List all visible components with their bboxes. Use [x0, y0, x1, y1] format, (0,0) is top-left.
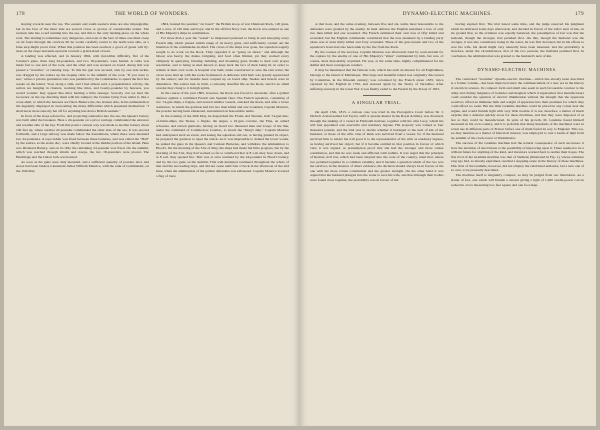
paragraph: sloping towards near the top. The eastern and south-western sides are also impregnable, but in the face of the latter side are several caves or grottos of considerable extent. The western side has a reef running into the sea, and this is the only landing-place on the whole rock. The landing is sometimes very dangerous, and even at the best of times one must creep on all fours through the crevices till he works carefully round to the north-west side, as a false step might prove fatal. When this position has been reached, a grove of green will lly-trees on the slope descends upwards towards a grand-sized cavern. — [16, 22, 149, 54]
section-title-dynamo-electric: DYNAMO-ELECTRIC MACHINES. — [477, 67, 558, 73]
section-title-singular-trial: A SINGULAR TRIAL. — [351, 100, 402, 106]
paragraph: In front of the slope referred to, and projecting somewhat into the sea, the Queen's battery was built amid the breakers. Here a 24-pounder on a pivot carriage commanded the entrance and weather side of the bay. From this point a cannon way was made to another battery about 140 feet up, where another 24-pounder commanded the other side of the sea. It was erected forthwith, and a large railway was made below the foundations, where there were mounted two 24-pounders. A rope ladder was fixed between these batteries, and was called the "Hall" by the sailors, as the stairs, &c., were chiefly located at the middle portion of the island. Here was Diamond Battery, and on its tible the remaining 24-pounder was fixed. On the summit, which was reached through shrubs and creeps, the two 18-pounders were placed. The Hermitage and the Union Jack was hoisted. — [16, 113, 149, 159]
left-running-title: THE WORLD OF WONDERS. — [114, 11, 190, 17]
section-divider — [363, 95, 391, 96]
left-page — [4, 4, 300, 426]
paragraph: 1804, hoisted his pendant "on board" the British sloop of war Diamond Rock, 120 guns, and a crew of 120 men and boys; and in the official Navy List, the Rock was entered as one of His Majesty's ships in commission. — [156, 22, 289, 36]
right-page-number: 179 — [575, 11, 584, 17]
paragraph: A landing was effected, and in January 1804, with incredible difficulty, five of the Centaur's guns, three long 24-pounders, and two 18-pounders, were hauled. A cable was made fast to one end of the rock, and the other end was secured on board. Along this was passed a "traveller," or running loop. To this the gun was secured, and, by one side tackle, was dragged by the sailors up the sloping cable to the summit of the rock. "If you were to see," writes a private gentleman who was permitted by the Commander to spend the first few weeks on the island, "how along a slim, and I had almost said, a perpendicular activity, the sailors are hanging in clusters, working like mice, and twenty-pounder by hawsers, you would wonder: they appear like mice hauling a little sausage. Scarcely can we hear the Governor on the top directing them with his trumpet; the Centaur lying close under it, like a cross-shell, to which the hawsers are fixed. Believe me, the sixteen able, in his enthusiasm at the ingenuity displayed in overcoming the many difficulties which presented themselves: "I shall never more take my hat off for anything less than a British seaman." — [16, 54, 149, 113]
book-spread — [4, 4, 596, 426]
paragraph: It may be mentioned that the famous rock, which has such an interest for all Englishmen, belongs to the island of Martinique. This large and beautiful island was originally discovered by Columbus, in the fifteenth century; was colonized by the French about 1635; twice captured by the English in 1762, and restored again by the Treaty of Versailles. After suffering severely in the Great War it was finally ceded to the French by the Treaty of 1815. — [310, 68, 444, 91]
right-page — [300, 4, 596, 426]
right-column-2 — [451, 22, 585, 426]
paragraph: The celebrated "Gramme" dynamo-electric machine—which has already been described in a former volume—has been improved since the commencement of a new era in the history of electrical science. Its compact form and small size seem in such favourable contrast to the bulky and clumsy magnetos of batteries and magnets which it superseded, that manufacturers could consider the question of electric illumination without the thought that the apparatus would no afford an immense bulk and weight of apparatus into their premises for which they could afford no room. But the little Gramme machine could be placed in any corner near the engine, and would furnish light with very little trouble. It is not, therefore, a matter of much surprise that a demand quickly arose for these machines, and that they were disposed of as fast as they could be manufactured. In spite of his growth, M. Gramme found himself interested in his own country, and it is probable that many hundreds of his machines were in actual use in different parts of France before one of them found its way to England. This too, we may mention as a matter of historical interest, was employed to cast a beam of light from the summit of the clock-tower at Westminster. — [450, 76, 584, 141]
section-divider — [503, 62, 531, 63]
left-column-1 — [16, 22, 149, 426]
left-running-head — [16, 11, 289, 17]
right-column-1 — [310, 22, 444, 426]
paragraph: at that hour, and the same evening, between five and six, terms most honourable to the defenders were granted by the enemy. In their defence the English sustained a loss of only two men killed and one wounded. The French estimated their own loss at fifty killed and wounded; but the English commander considered that the loss sustained by a landing party alone was at least thirty killed and forty wounded. Three of the gun-vessels and two of the squadron's boats had also been sunk by the fire from the Rock. — [310, 22, 444, 49]
paragraph: For more than a year the "vessel" so impressed persisted to bring in and annoying every French ship which passed within range of its heavy guns, and sufficiently carried out the intention of the commander-in-chief. The crews of the ships now gone, the squadron eagerly sought to do work on the Rock. They regarded it as "going on shore;" and although the labour was heavy, the duties, fatiguing, and food often limited, yet they worked every obliquely in quarrying, blasting, building, and mounting guns, thanks to their own proper resolution, and to being as men known to keep back the fact of their being ill, in order to remain at their own work. A hospital was built, tanks constructed to save the rain water, the caves were shut up with the rocks' homestead. A delicious wild herb was greatly appreciated by the sailors; and for months been coupled up on board ship. Snakes and lizards were in abundance. The sailors had, in truth, a curiously dreadful life on the Rock, and it's no small wonder they clung to it in high spirits. — [156, 36, 289, 91]
right-running-title: DYNAMO-ELECTRIC MACHINES. — [402, 11, 493, 17]
paragraph: On April 15th, 1815, a curious case was tried in the Prerogative Court before Sir J. Nicholl. A man named Job Taylor, staff or quarter-master in the Royal Artillery, was drowned, through the sinking of a vessel in Falmouth harbour, together with his wife Lucy, whom his will had appointed sole executrix and residuary legatee. His property was valued at four thousand pounds, and the trial was to decide whether it belonged to the next of kin of the husband, or those of the wife. One of them was survived from a vessel, for if the husband survived him to render his will good it to the representative of the wife as residuary legatee, as having survived her object; but if it became entitled in that position in favour of which view it was argued, as presumption proof that she had the stronger and more robust constitution, and that he was weak and afflicted with asthma. It was urged that the principle of Roman civil law, which had been adopted into the code of the country, ruled that, where two perished together in a common calamity, and it became a question which of the two was the survivor, in the absence of direct evidence, the decision should always be in favour of the one with the more robust constitution and the greater strength. On the other hand it was argued that the husband plunged into the water to save his wife, and that although their bodies were found close together, the probability was in favour of her — [310, 109, 444, 182]
paragraph: In the course of the year 1805, however, the Rock was forced to surrender, after a gallant defence against a combined French and Spanish fleet. The French squadron, consisting of two 74-gun ships, a frigate, and several smaller vessels, attacked the Rock, and after a brave resistance, in which the garrison had but two men killed and one wounded, Captain Maurice, the powder having been exhausted, surrendered on honourable terms. — [156, 91, 289, 114]
paragraph: having expired first. The trial lasted some time, and the judge reserved his judgment which he delivered some days afterwards, and decided in favour of the wife's next of kin, on the ground that, as the evidence was equally balanced, the presumption of law was that the husband, though the stronger, had perished first. On this, though the husband was the stronger, it was also considered, being in the water, he was first drowned, but in his efforts to save his wife, his death might very naturally have been hastened, and the probability is therefore, under the circumstances, that of the two persons, the husband perished first. In conclusion, the administration was granted to the husband's next of kin. — [450, 22, 584, 58]
paragraph: As soon as the guns were duly mounted, and a sufficient quantity of powder, shot, and stores had been landed, Lieutenant James William Maurice, with the rank of Commander, on the 19th May — [16, 159, 149, 173]
paragraph: In the evening of the 29th May, he despatched the Fraize and Sirenak, both 74-gun line-of-battle-ships, the Sirene, a frigate, the Argus, a 16-gun corvette, the Fine, an armed schooner, and eleven gunboats, having on board two thousand men and troops of the line, under the command of Commodore Cosmao, to attack the "King's ship." Captain Maurice had anticipated such an event, and seeing the squadron sail out, at having gunned its object, he prepared the garrison to repel the attack. As it was impossible to defend the lower works, he spiked the guns in the Queen's and Centaur Batteries, and withdrew the ammunition to Hood's. On the morning of the 31st of May, the ships had made but little progress, but by the morning of the 31st, they had worked so far to windward that at 8 a.m. they bore down, and at 8 a.m. they opened fire. This was at once returned by the 24-pounder in Hood's battery, and by the two guns on the summit. This well-hardened continued throughout the whole of that and the succeeding days, and did not cease until four o'clock in the afternoon of the 2nd June, when the ammunition of the gallant defenders was exhausted. Captain Maurice lowered a flag of truce — [156, 114, 289, 178]
left-column-2 — [156, 22, 289, 426]
left-page-number: 178 — [16, 11, 25, 17]
right-running-head — [310, 11, 584, 17]
paragraph: The machine itself is singularly compact, as may be judged from our illustration. As a matter of fact, one which will furnish a current giving a light of 1,200 candle-power can be packed in a box measuring two feet square and one foot deep. — [450, 173, 584, 187]
paragraph: By the courses of the services, Captain Maurice was afterwards tried by court-martial for the capture by the enemy of one of His Majesty's "ships" commanded by him, but was, of course, most honourably acquitted. He was, at the same time, highly complimented for his skilful and most courageous conduct. — [310, 49, 444, 68]
paragraph: The success of the Gramme machine had the natural consequence of such successes: it drew the attention of electricians to the possibility of improving upon it. There seemed to be a brilliant future for anything of the kind, and inventors worked hard to realize their hopes. The first rival of the Gramme machine was that of Siemens (illustrated in Fig. 1), whose armature long ago had, as already explained, reached a stepping-stone in the history of these machines. This rival of the Gramme, however, did not employ the celebrated armature, but a new one of its own, to be presently described. — [450, 141, 584, 173]
